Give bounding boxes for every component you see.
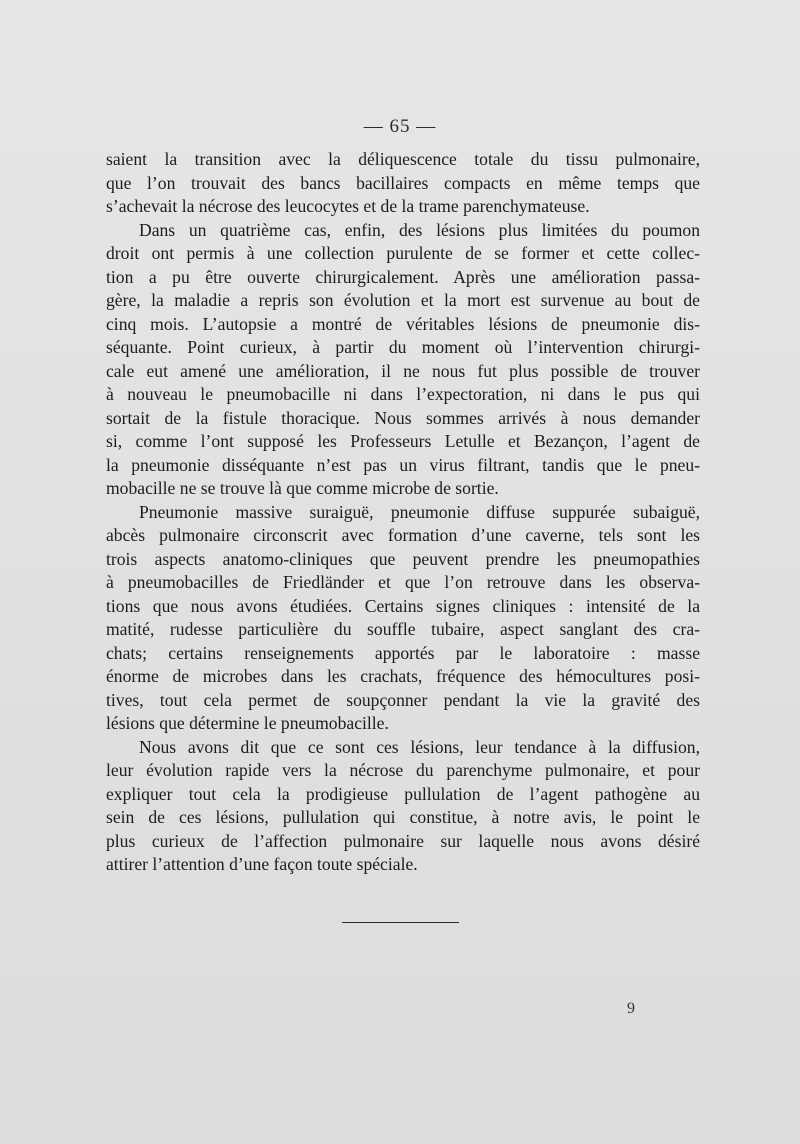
text-line: expliquer tout cela la prodigieuse pullulation de l’agent pathogène au: [106, 783, 700, 804]
text-line: sein de ces lésions, pullulation qui constitue, à notre avis, le point le: [106, 807, 700, 827]
text-line: s’achevait la nécrose des leucocytes et de la trame parenchymateuse.: [106, 196, 590, 216]
text-line: gère, la maladie a repris son évolution et la mort est survenue au bout de: [106, 290, 700, 310]
text-line: mobacille ne se trouve là que comme microbe de sortie.: [106, 478, 499, 498]
section-divider: [342, 922, 459, 923]
body-text: [106, 148, 700, 877]
text-line: à nouveau le pneumobacille ni dans l’expectoration, ni dans le pus qui: [106, 384, 700, 404]
text-line: saient la transition avec la déliquescence totale du tissu pulmonaire,: [106, 149, 700, 169]
text-line: plus curieux de l’affection pulmonaire sur laquelle nous avons désiré: [106, 830, 700, 851]
page-number: — 65 —: [363, 116, 437, 137]
text-line: droit ont permis à une collection purulente de se former et cette collec-: [106, 243, 700, 263]
text-line: chats; certains renseignements apportés par le laboratoire : masse: [106, 642, 700, 663]
text-line: matité, rudesse particulière du souffle tubaire, aspect sanglant des cra-: [106, 619, 700, 639]
signature-mark: 9: [627, 1000, 635, 1017]
text-line: si, comme l’ont supposé les Professeurs Letulle et Bezançon, l’agent de: [106, 431, 700, 451]
text-line: tives, tout cela permet de soupçonner pendant la vie la gravité des: [106, 689, 700, 710]
text-line: leur évolution rapide vers la nécrose du parenchyme pulmonaire, et pour: [106, 760, 700, 780]
text-line: abcès pulmonaire circonscrit avec formation d’une caverne, tels sont les: [106, 525, 700, 545]
text-line: séquante. Point curieux, à partir du moment où l’intervention chirurgi-: [106, 337, 700, 357]
text-line: Pneumonie massive suraiguë, pneumonie diffuse suppurée subaiguë,: [139, 501, 700, 522]
text-line: lésions que détermine le pneumobacille.: [106, 713, 389, 733]
text-line: cinq mois. L’autopsie a montré de véritables lésions de pneumonie dis-: [106, 313, 700, 334]
text-line: Dans un quatrième cas, enfin, des lésions plus limitées du poumon: [139, 219, 700, 240]
text-line: attirer l’attention d’une façon toute spéciale.: [106, 854, 418, 874]
text-line: à pneumobacilles de Friedländer et que l’on retrouve dans les observa-: [106, 572, 700, 592]
text-line: la pneumonie disséquante n’est pas un virus filtrant, tandis que le pneu-: [106, 454, 700, 475]
text-line: tion a pu être ouverte chirurgicalement. Après une amélioration passa-: [106, 266, 700, 287]
text-line: tions que nous avons étudiées. Certains signes cliniques : intensité de la: [106, 595, 700, 616]
text-line: que l’on trouvait des bancs bacillaires compacts en même temps que: [106, 172, 700, 193]
text-line: énorme de microbes dans les crachats, fréquence des hémocultures posi-: [106, 666, 700, 686]
text-line: Nous avons dit que ce sont ces lésions, leur tendance à la diffusion,: [139, 736, 700, 757]
text-line: sortait de la fistule thoracique. Nous sommes arrivés à nous demander: [106, 407, 700, 428]
text-line: cale eut amené une amélioration, il ne nous fut plus possible de trouver: [106, 360, 700, 381]
text-line: trois aspects anatomo-cliniques que peuvent prendre les pneumopathies: [106, 548, 700, 569]
